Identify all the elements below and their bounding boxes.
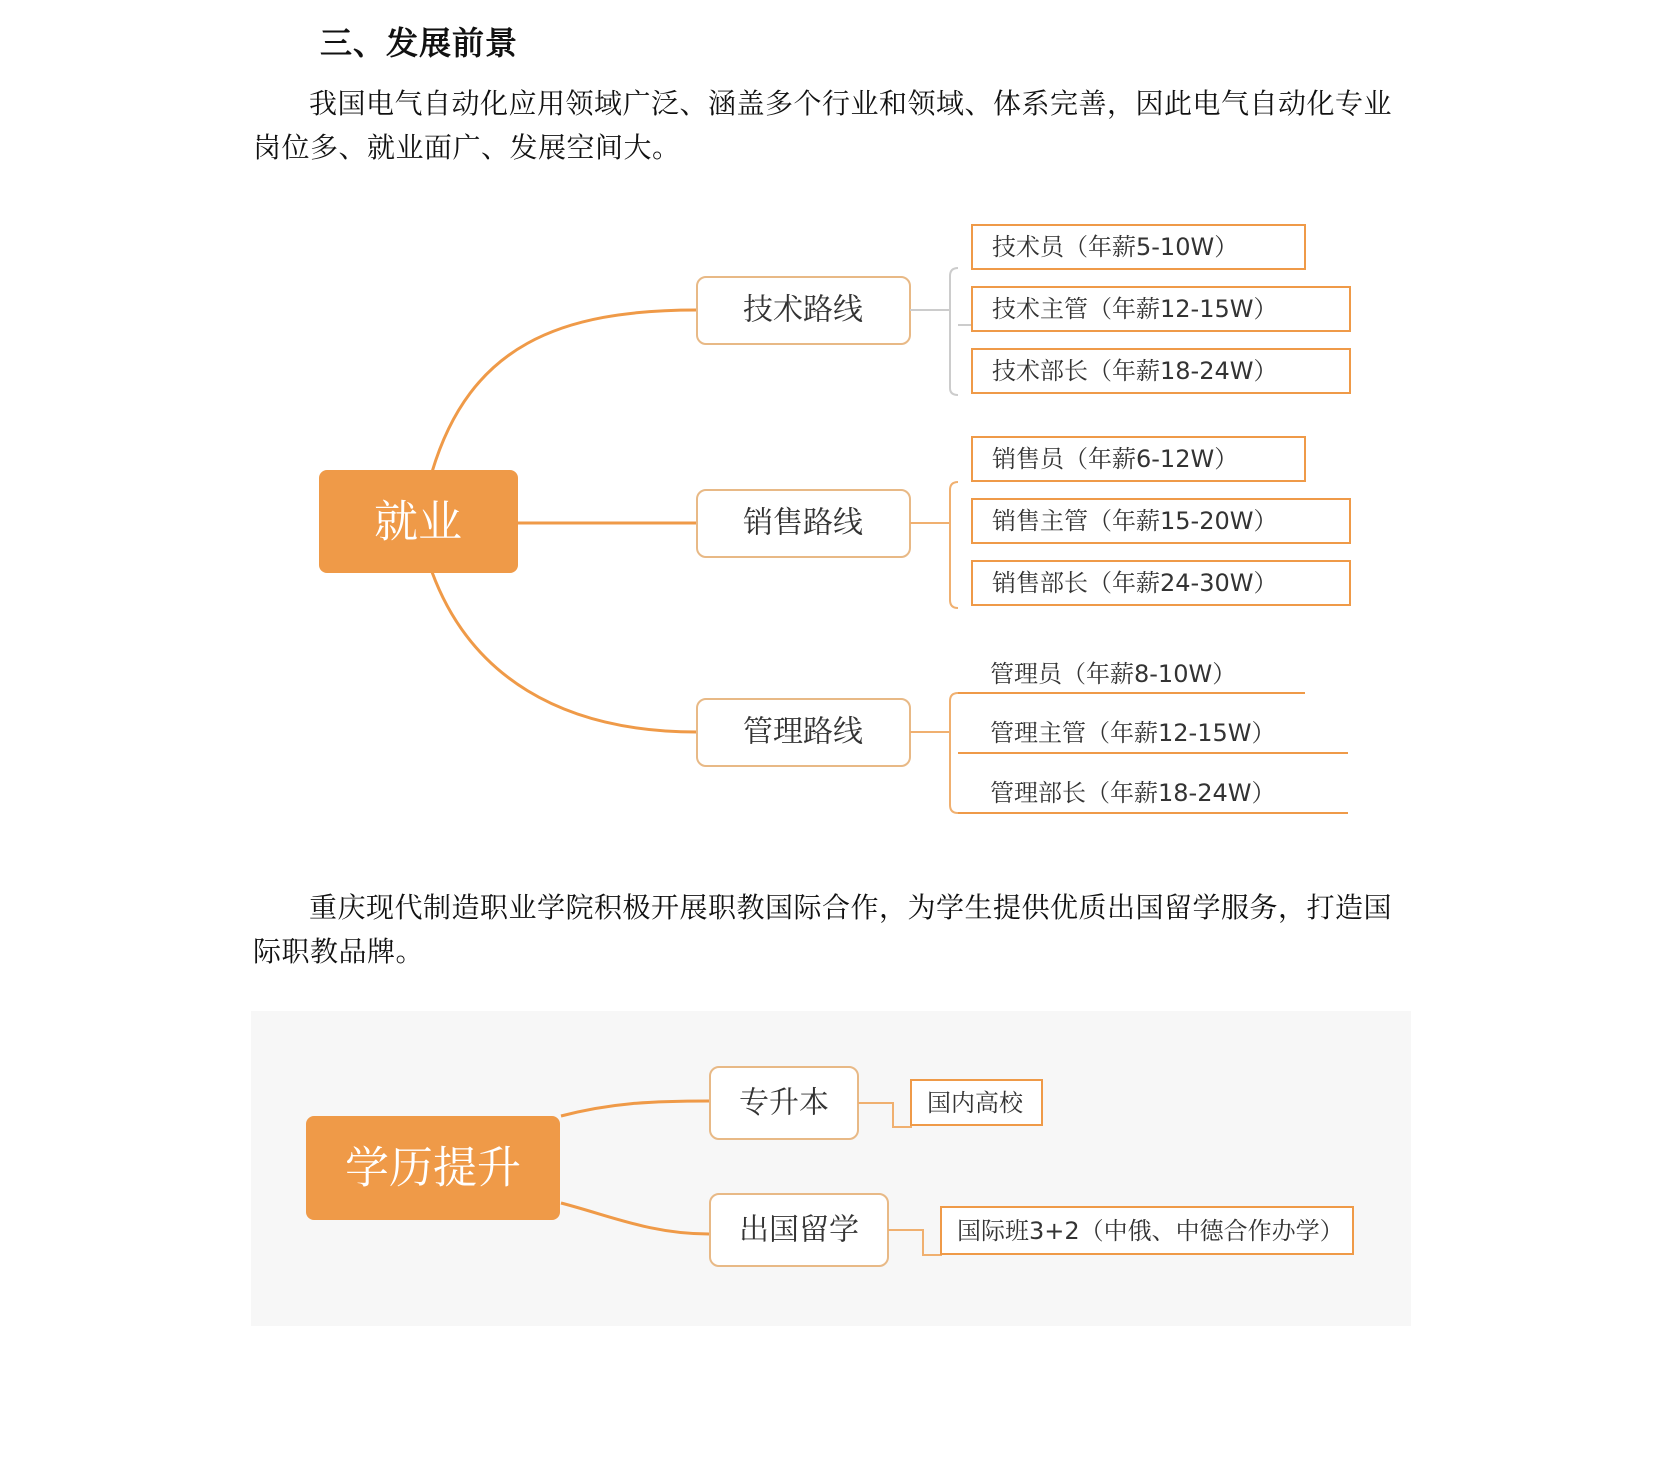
branch-label-upgrade: 专升本 — [739, 1085, 829, 1121]
root-label: 学历提升 — [345, 1142, 521, 1194]
branch-label-mgmt: 管理路线 — [743, 714, 863, 750]
root-label: 就业 — [374, 496, 462, 548]
leaf-label: 销售主管（年薪15-20W） — [992, 507, 1278, 535]
branch-label-tech: 技术路线 — [743, 292, 863, 328]
leaf-label: 技术主管（年薪12-15W） — [992, 295, 1278, 323]
connector-curve-tech — [432, 310, 697, 472]
leaf-label: 管理主管（年薪12-15W） — [990, 719, 1276, 747]
bracket-sales — [910, 482, 958, 608]
leaf-label: 技术员（年薪5-10W） — [992, 233, 1239, 261]
bracket-mgmt — [910, 693, 958, 813]
bracket-tech — [910, 268, 958, 395]
leaf-label: 国际班3+2（中俄、中德合作办学） — [957, 1217, 1344, 1245]
connector-curve-mgmt — [432, 572, 697, 732]
education-mindmap — [251, 1011, 1411, 1326]
intro-paragraph: 我国电气自动化应用领域广泛、涵盖多个行业和领域、体系完善，因此电气自动化专业岗位多、就业面广、发展空间大。 — [253, 87, 1393, 164]
leaf-label: 销售员（年薪6-12W） — [992, 445, 1239, 473]
leaf-label: 管理部长（年薪18-24W） — [990, 779, 1276, 807]
section-heading: 三、发展前景 — [320, 24, 519, 62]
cooperation-paragraph: 重庆现代制造职业学院积极开展职教国际合作，为学生提供优质出国留学服务，打造国际职教品牌。 — [253, 891, 1393, 968]
branch-label-sales: 销售路线 — [743, 505, 863, 541]
branch-label-abroad: 出国留学 — [739, 1212, 859, 1248]
employment-mindmap — [0, 205, 1654, 835]
leaf-label: 国内高校 — [927, 1089, 1023, 1117]
leaf-label: 技术部长（年薪18-24W） — [992, 357, 1278, 385]
leaf-label: 管理员（年薪8-10W） — [990, 660, 1237, 688]
leaf-label: 销售部长（年薪24-30W） — [992, 569, 1278, 597]
